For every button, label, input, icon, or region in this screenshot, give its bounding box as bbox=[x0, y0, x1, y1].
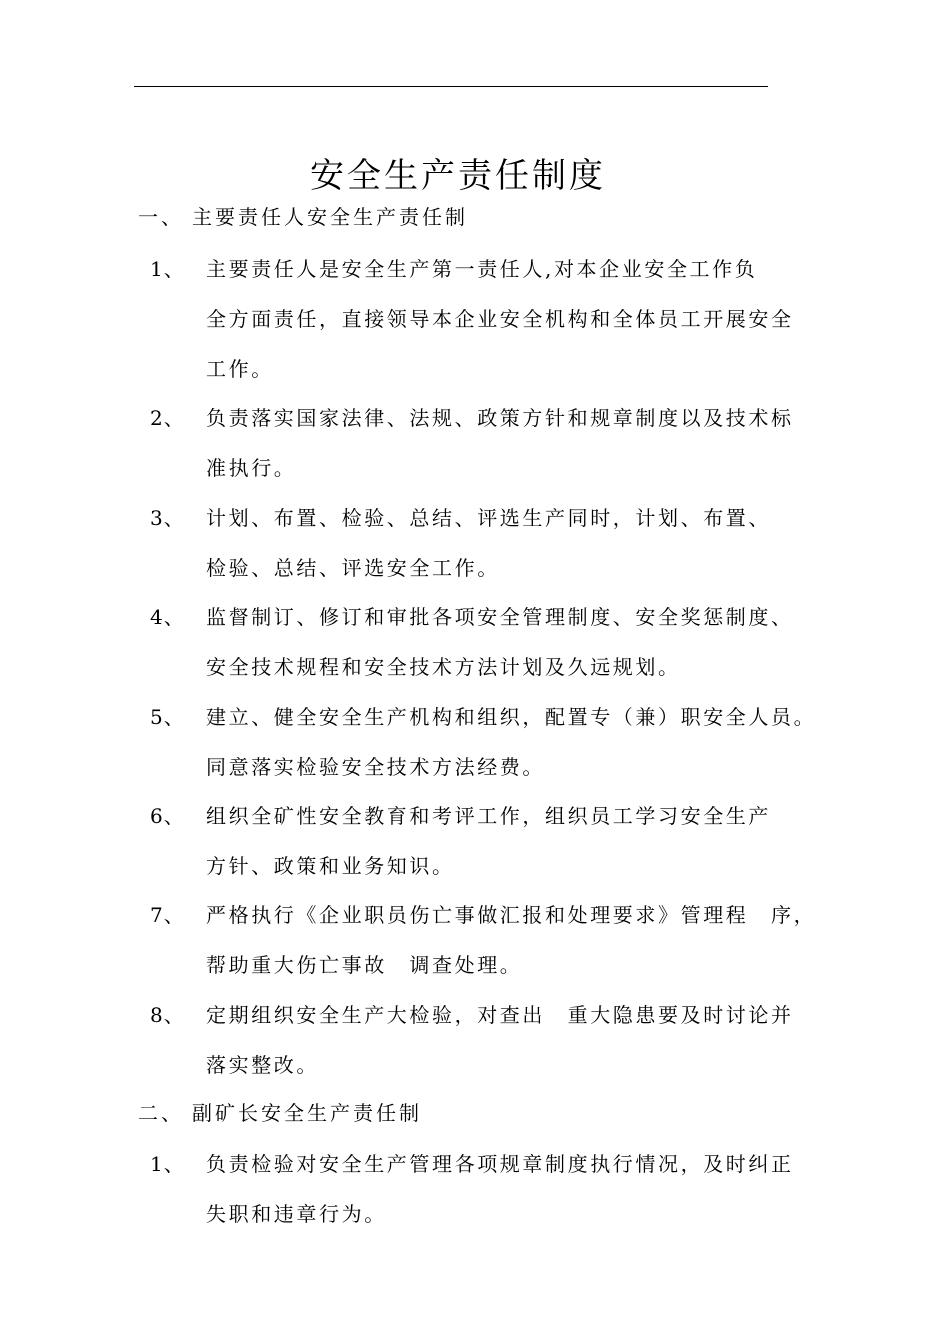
item-text-line: 组织全矿性安全教育和考评工作，组织员工学习安全生产 bbox=[206, 804, 771, 828]
list-item bbox=[150, 1139, 800, 1239]
list-item bbox=[150, 493, 800, 593]
item-text-line: 负责检验对安全生产管理各项规章制度执行情况，及时纠正 bbox=[206, 1152, 794, 1176]
list-item bbox=[150, 791, 800, 891]
item-text-line: 建立、健全安全生产机构和组织，配置专（兼）职安全人员。 bbox=[206, 705, 817, 729]
item-text-line: 落实整改。 bbox=[206, 1053, 319, 1077]
item-text-line: 定期组织安全生产大检验，对查出 重大隐患要及时讨论并 bbox=[206, 1003, 794, 1027]
section-title: 主要责任人安全生产责任制 bbox=[192, 205, 468, 229]
item-number: 7、 bbox=[150, 903, 185, 927]
item-number: 8、 bbox=[150, 1003, 185, 1027]
item-text-line: 主要责任人是安全生产第一责任人,对本企业安全工作负 bbox=[206, 257, 758, 281]
document-title: 安全生产责任制度 bbox=[310, 156, 606, 196]
section-title: 副矿长安全生产责任制 bbox=[192, 1101, 422, 1125]
list-item bbox=[150, 692, 817, 792]
item-text-line: 准执行。 bbox=[206, 456, 297, 480]
list-item bbox=[150, 244, 800, 394]
item-number: 1、 bbox=[150, 1152, 185, 1176]
section-number: 一、 bbox=[138, 205, 184, 229]
item-text-line: 监督制订、修订和审批各项安全管理制度、安全奖惩制度、 bbox=[206, 605, 794, 629]
item-text-line: 方针、政策和业务知识。 bbox=[206, 854, 455, 878]
list-item bbox=[150, 592, 800, 692]
section-heading bbox=[138, 202, 468, 232]
item-text-line: 负责落实国家法律、法规、政策方针和规章制度以及技术标 bbox=[206, 406, 794, 430]
item-number: 6、 bbox=[150, 804, 185, 828]
item-text-line: 失职和违章行为。 bbox=[206, 1202, 387, 1226]
item-text-line: 计划、布置、检验、总结、评选生产同时，计划、布置、 bbox=[206, 506, 771, 530]
item-text-line: 全方面责任，直接领导本企业安全机构和全体员工开展安全 bbox=[206, 307, 794, 331]
section-heading bbox=[138, 1098, 422, 1128]
item-number: 1、 bbox=[150, 257, 185, 281]
item-number: 4、 bbox=[150, 605, 185, 629]
item-text-line: 工作。 bbox=[206, 357, 274, 381]
list-item bbox=[150, 393, 800, 493]
item-number: 3、 bbox=[150, 506, 185, 530]
item-text-line: 检验、总结、评选安全工作。 bbox=[206, 556, 500, 580]
item-text-line: 同意落实检验安全技术方法经费。 bbox=[206, 755, 545, 779]
header-rule bbox=[134, 86, 768, 87]
item-number: 5、 bbox=[150, 705, 185, 729]
item-text-line: 安全技术规程和安全技术方法计划及久远规划。 bbox=[206, 655, 681, 679]
section-number: 二、 bbox=[138, 1101, 184, 1125]
list-item bbox=[150, 890, 817, 990]
item-text-line: 帮助重大伤亡事故 调查处理。 bbox=[206, 953, 523, 977]
item-number: 2、 bbox=[150, 406, 185, 430]
list-item bbox=[150, 990, 800, 1090]
item-text-line: 严格执行《企业职员伤亡事做汇报和处理要求》管理程 序， bbox=[206, 903, 817, 927]
